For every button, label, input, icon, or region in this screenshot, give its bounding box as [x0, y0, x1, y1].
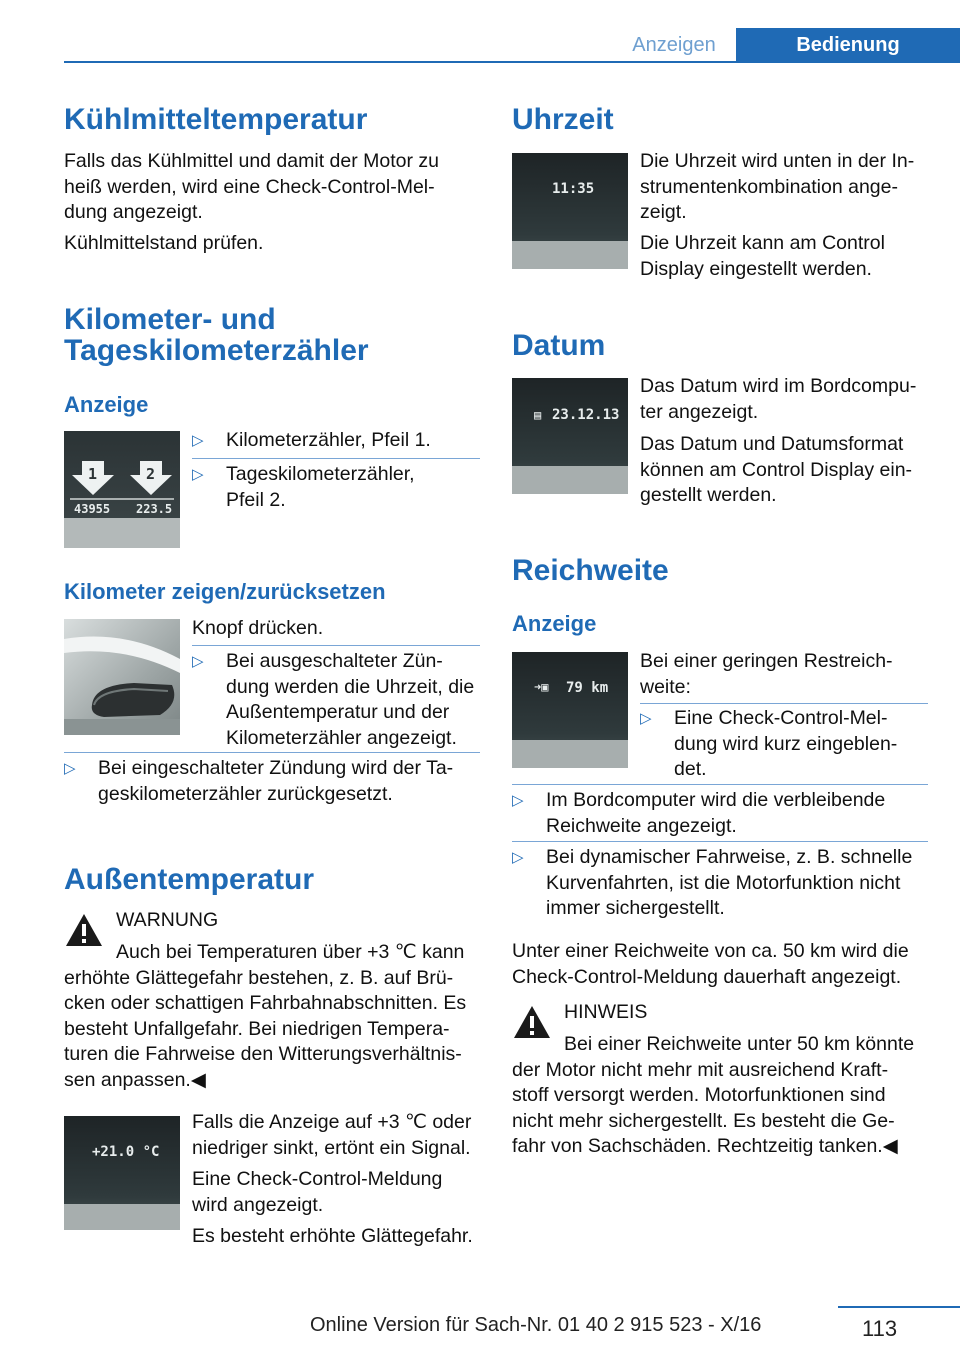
warning-text: Auch bei Temperaturen über +3 ℃ kann erhöhte Glättegefahr bestehen, z. B. auf Brü‐ cken oder schattigen Fahrbahnabschnitten. Es besteht Unfallgefahr. Bei niedrigen Tempera‐ turen die Fahrweise den Witterungsverhältnis‐ sen anpassen.◀ [64, 941, 467, 1091]
triangle-bullet-icon: ▷ [192, 432, 204, 449]
aussen-paragraph-1: Falls die Anzeige auf +3 ℃ oder niedriger sinkt, ertönt ein Signal. [192, 1111, 472, 1159]
footer-rule [838, 1306, 960, 1308]
list-item: ▷ Tageskilometerzähler, Pfeil 2. [192, 463, 415, 511]
triangle-bullet-icon: ▷ [192, 653, 204, 670]
warning-label: WARNUNG [116, 909, 219, 931]
odometer-trip-value: 223.5 [136, 502, 173, 516]
odometer-total-value: 43955 [74, 502, 111, 516]
knopf-druecken-text: Knopf drücken. [192, 617, 324, 639]
date-display-image [512, 378, 628, 494]
heading-aussentemperatur: Außentemperatur [64, 863, 315, 896]
clock-value: 11:35 [552, 181, 595, 197]
reset-button-image [64, 619, 180, 735]
header-rule [64, 61, 960, 63]
uhrzeit-paragraph-2: Die Uhrzeit kann am Control Display eingestellt werden. [640, 232, 885, 280]
hint-text: Bei einer Reichweite unter 50 km könnte der Motor nicht mehr mit ausreichend Kraft‐ stoff versorgt werden. Motorfunktionen sind nicht mehr sichergestellt. Es besteht die Ge‐ fahr von Sachschäden. Rechtzeitig tanken.◀ [512, 1033, 915, 1157]
triangle-bullet-icon: ▷ [192, 466, 204, 483]
odometer-arrow-1-label: 1 [88, 465, 98, 483]
odometer-arrow-2-label: 2 [146, 465, 156, 483]
range-value: 79 km [566, 680, 609, 696]
subheading-kilometer-zeigen: Kilometer zeigen/zurücksetzen [64, 579, 386, 604]
list-item: ▷ Kilometerzähler, Pfeil 1. [192, 428, 486, 454]
triangle-bullet-icon: ▷ [640, 710, 652, 727]
uhrzeit-paragraph-1: Die Uhrzeit wird unten in der In‐ strumentenkombination ange‐ zeigt. [640, 150, 915, 223]
aussen-paragraph-2: Eine Check-Control-Meldung wird angezeigt. [192, 1168, 443, 1216]
heading-kilometerzaehler: Kilometer- und Tageskilometerzähler [64, 303, 369, 367]
heading-uhrzeit: Uhrzeit [512, 103, 614, 136]
subheading-anzeige-km: Anzeige [64, 392, 149, 417]
display-base [512, 241, 628, 269]
header-tab-anzeigen: Anzeigen [612, 28, 736, 62]
heading-reichweite: Reichweite [512, 554, 669, 587]
list-divider [192, 458, 480, 459]
reich-paragraph-1: Bei einer geringen Restreich‐ weite: [640, 650, 893, 698]
list-item: ▷ Bei ausgeschalteter Zün‐ dung werden die Uhrzeit, die Außentemperatur und der Kilometerzähler angezeigt. [192, 650, 475, 749]
heading-datum: Datum [512, 329, 606, 362]
datum-paragraph-1: Das Datum wird im Bordcompu‐ ter angezeigt. [640, 375, 917, 423]
list-divider [192, 645, 480, 646]
heading-kuehlmitteltemperatur: Kühlmitteltemperatur [64, 103, 368, 136]
kuehl-paragraph-1: Falls das Kühlmittel und damit der Motor zu heiß werden, wird eine Check-Control-Mel‐ dung angezeigt. [64, 150, 439, 223]
list-item: ▷ Im Bordcomputer wird die verbleibende Reichweite angezeigt. [512, 789, 886, 837]
triangle-bullet-icon: ▷ [512, 792, 524, 809]
list-divider [640, 703, 928, 704]
list-item: ▷ Eine Check-Control-Mel‐ dung wird kurz eingeblen‐ det. [640, 707, 898, 780]
odometer-display-image [64, 431, 180, 548]
display-base [512, 740, 628, 768]
display-base [64, 1204, 180, 1230]
aussen-paragraph-3: Es besteht erhöhte Glättegefahr. [192, 1225, 473, 1247]
outside-temp-display-image [64, 1116, 180, 1230]
hint-label: HINWEIS [564, 1001, 648, 1023]
page-number: 113 [862, 1316, 898, 1341]
odometer-display-base [64, 518, 180, 548]
subheading-anzeige-reichweite: Anzeige [512, 611, 597, 636]
datum-paragraph-2: Das Datum und Datumsformat können am Control Display ein‐ gestellt werden. [640, 433, 913, 506]
range-display-image [512, 652, 628, 768]
list-divider [512, 784, 928, 785]
date-value: 23.12.13 [552, 407, 620, 423]
list-divider [64, 752, 480, 753]
calendar-icon: ▤ [534, 408, 542, 422]
clock-display-image [512, 153, 628, 269]
header-tab-bedienung: Bedienung [736, 28, 960, 62]
triangle-bullet-icon: ▷ [512, 849, 524, 866]
kuehl-paragraph-2: Kühlmittelstand prüfen. [64, 232, 264, 254]
triangle-bullet-icon: ▷ [64, 760, 76, 777]
list-divider [512, 841, 928, 842]
list-item: ▷ Bei eingeschalteter Zündung wird der Ta‐ geskilometerzähler zurückgesetzt. [64, 757, 454, 805]
fuel-pump-icon: ➜▣ [534, 680, 549, 694]
online-version-footer: Online Version für Sach-Nr. 01 40 2 915 523 - X/16 [310, 1314, 762, 1336]
outside-temp-value: +21.0 °C [92, 1144, 160, 1160]
list-item: ▷ Bei dynamischer Fahrweise, z. B. schnelle Kurvenfahrten, ist die Motorfunktion nicht immer sichergestellt. [512, 846, 913, 919]
display-base [512, 466, 628, 494]
reich-paragraph-2: Unter einer Reichweite von ca. 50 km wird die Check-Control-Meldung dauerhaft angezeigt. [512, 940, 909, 988]
